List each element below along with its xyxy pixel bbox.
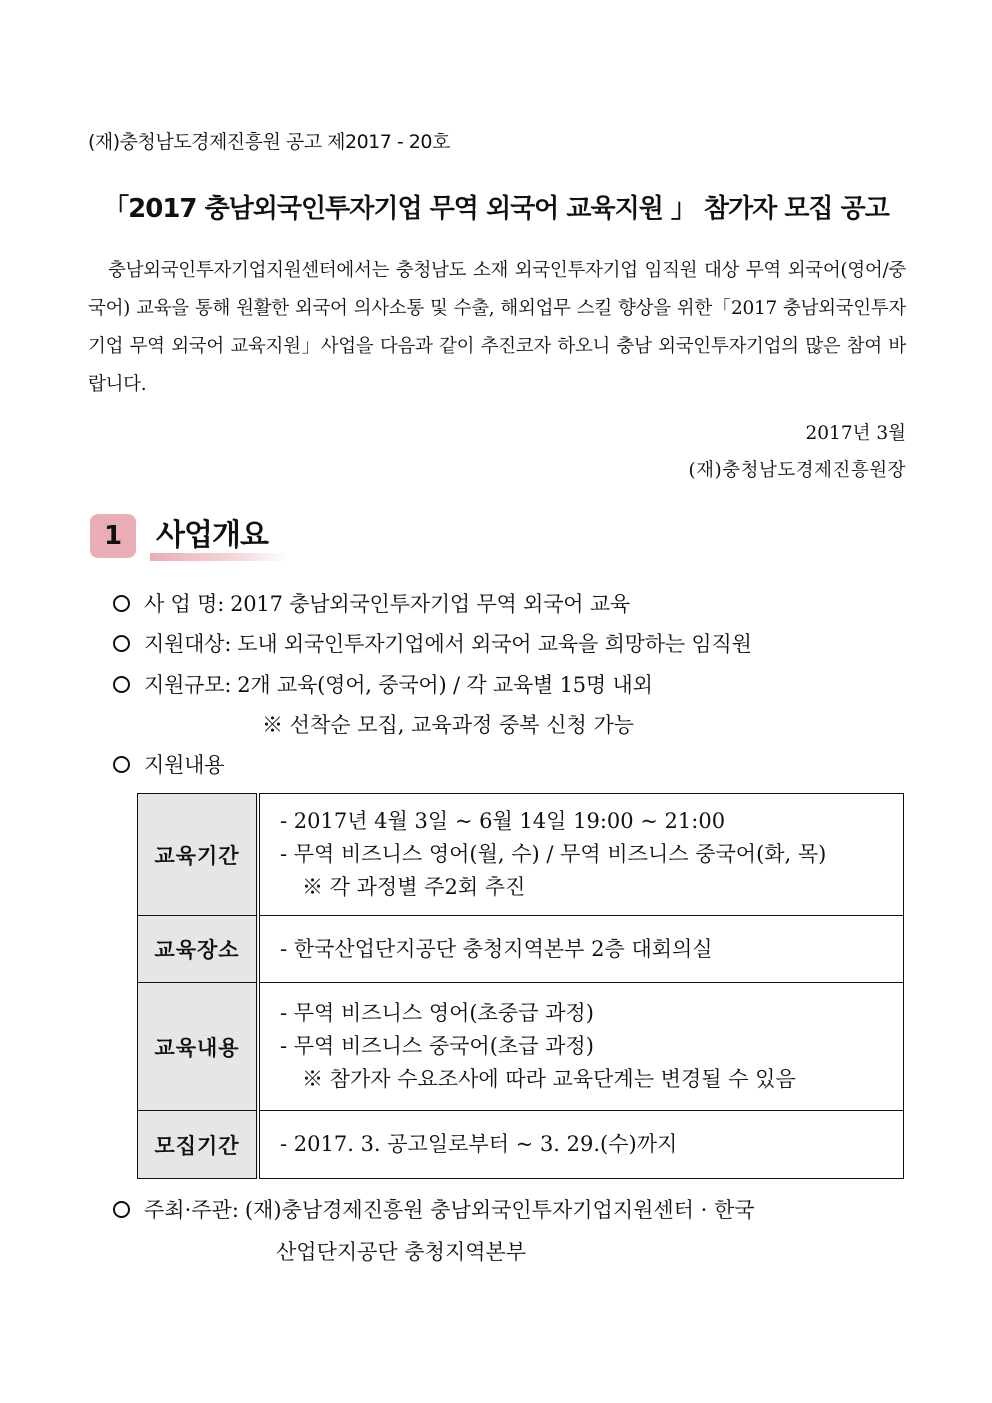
content-note: ※ 참가자 수요조사에 따라 교육단계는 변경될 수 있음 bbox=[302, 1067, 796, 1091]
content-line-1: - 무역 비즈니스 영어(초중급 과정) bbox=[280, 1001, 594, 1025]
row-content-content bbox=[258, 983, 904, 1111]
overview-target-label: 지원대상: bbox=[144, 632, 232, 656]
overview-item-target bbox=[113, 628, 752, 658]
period-note: ※ 각 과정별 주2회 추진 bbox=[302, 875, 526, 899]
issuer-name: (재)충청남도경제진흥원장 bbox=[688, 460, 906, 481]
overview-scale-label: 지원규모: bbox=[144, 673, 232, 697]
row-label-recruit: 모집기간 bbox=[138, 1111, 259, 1179]
section-title: 사업개요 bbox=[156, 518, 268, 553]
overview-scale-value: 2개 교육(영어, 중국어) / 각 교육별 15명 내외 bbox=[237, 673, 653, 697]
overview-name-value: 2017 충남외국인투자기업 무역 외국어 교육 bbox=[230, 592, 631, 616]
host-value-line-1: (재)충남경제진흥원 충남외국인투자기업지원센터 · 한국 bbox=[244, 1198, 755, 1222]
host-value-line-2: 산업단지공단 충청지역본부 bbox=[276, 1240, 527, 1264]
circle-bullet-icon bbox=[113, 1201, 130, 1218]
table-row-venue bbox=[138, 916, 904, 983]
host-organizer-line bbox=[113, 1194, 755, 1224]
overview-scale-note: ※ 선착순 모집, 교육과정 중복 신청 가능 bbox=[262, 713, 635, 737]
overview-item-content bbox=[113, 749, 224, 779]
overview-item-scale bbox=[113, 669, 653, 699]
row-label-content: 교육내용 bbox=[138, 983, 259, 1111]
circle-bullet-icon bbox=[113, 676, 130, 693]
period-line-1: - 2017년 4월 3일 ~ 6월 14일 19:00 ~ 21:00 bbox=[280, 809, 726, 833]
row-label-venue: 교육장소 bbox=[138, 916, 259, 983]
table-row-period bbox=[138, 794, 904, 916]
row-content-recruit bbox=[258, 1111, 904, 1179]
row-label-period: 교육기간 bbox=[138, 794, 259, 916]
period-line-2: - 무역 비즈니스 영어(월, 수) / 무역 비즈니스 중국어(화, 목) bbox=[280, 842, 827, 866]
overview-name-label: 사 업 명: bbox=[144, 592, 225, 616]
section-number-badge: 1 bbox=[90, 514, 136, 558]
row-content-period bbox=[258, 794, 904, 916]
circle-bullet-icon bbox=[113, 635, 130, 652]
page-title: 「2017 충남외국인투자기업 무역 외국어 교육지원 」 참가자 모집 공고 bbox=[103, 194, 889, 224]
intro-text: 충남외국인투자기업지원센터에서는 충청남도 소재 외국인투자기업 임직원 대상 무역 외국어(영어/중국어) 교육을 통해 원활한 외국어 의사소통 및 수출, 해외업무 스킬 향상을 위한「2017 충남외국인투자기업 무역 외국어 교육지원」사업을 다음과 같이 추진코자 하오니 충남 외국인투자기업의 많은 참여 바랍니다. bbox=[88, 260, 906, 395]
overview-item-name bbox=[113, 588, 630, 618]
table-row-recruit bbox=[138, 1111, 904, 1179]
intro-paragraph bbox=[88, 252, 906, 404]
announcement-reference: (재)충청남도경제진흥원 공고 제2017 - 20호 bbox=[88, 131, 450, 153]
overview-content-label: 지원내용 bbox=[144, 753, 225, 777]
announcement-date: 2017년 3월 bbox=[805, 423, 906, 444]
support-details-table bbox=[137, 793, 904, 1179]
table-row-content bbox=[138, 983, 904, 1111]
section-title-underline bbox=[150, 553, 290, 561]
overview-target-value: 도내 외국인투자기업에서 외국어 교육을 희망하는 임직원 bbox=[237, 632, 752, 656]
recruit-line-1: - 2017. 3. 공고일로부터 ~ 3. 29.(수)까지 bbox=[280, 1132, 678, 1156]
venue-line-1: - 한국산업단지공단 충청지역본부 2층 대회의실 bbox=[280, 936, 713, 961]
content-line-2: - 무역 비즈니스 중국어(초급 과정) bbox=[280, 1034, 594, 1058]
row-content-venue bbox=[258, 916, 904, 983]
circle-bullet-icon bbox=[113, 756, 130, 773]
host-label: 주최·주관: bbox=[144, 1198, 239, 1222]
circle-bullet-icon bbox=[113, 595, 130, 612]
